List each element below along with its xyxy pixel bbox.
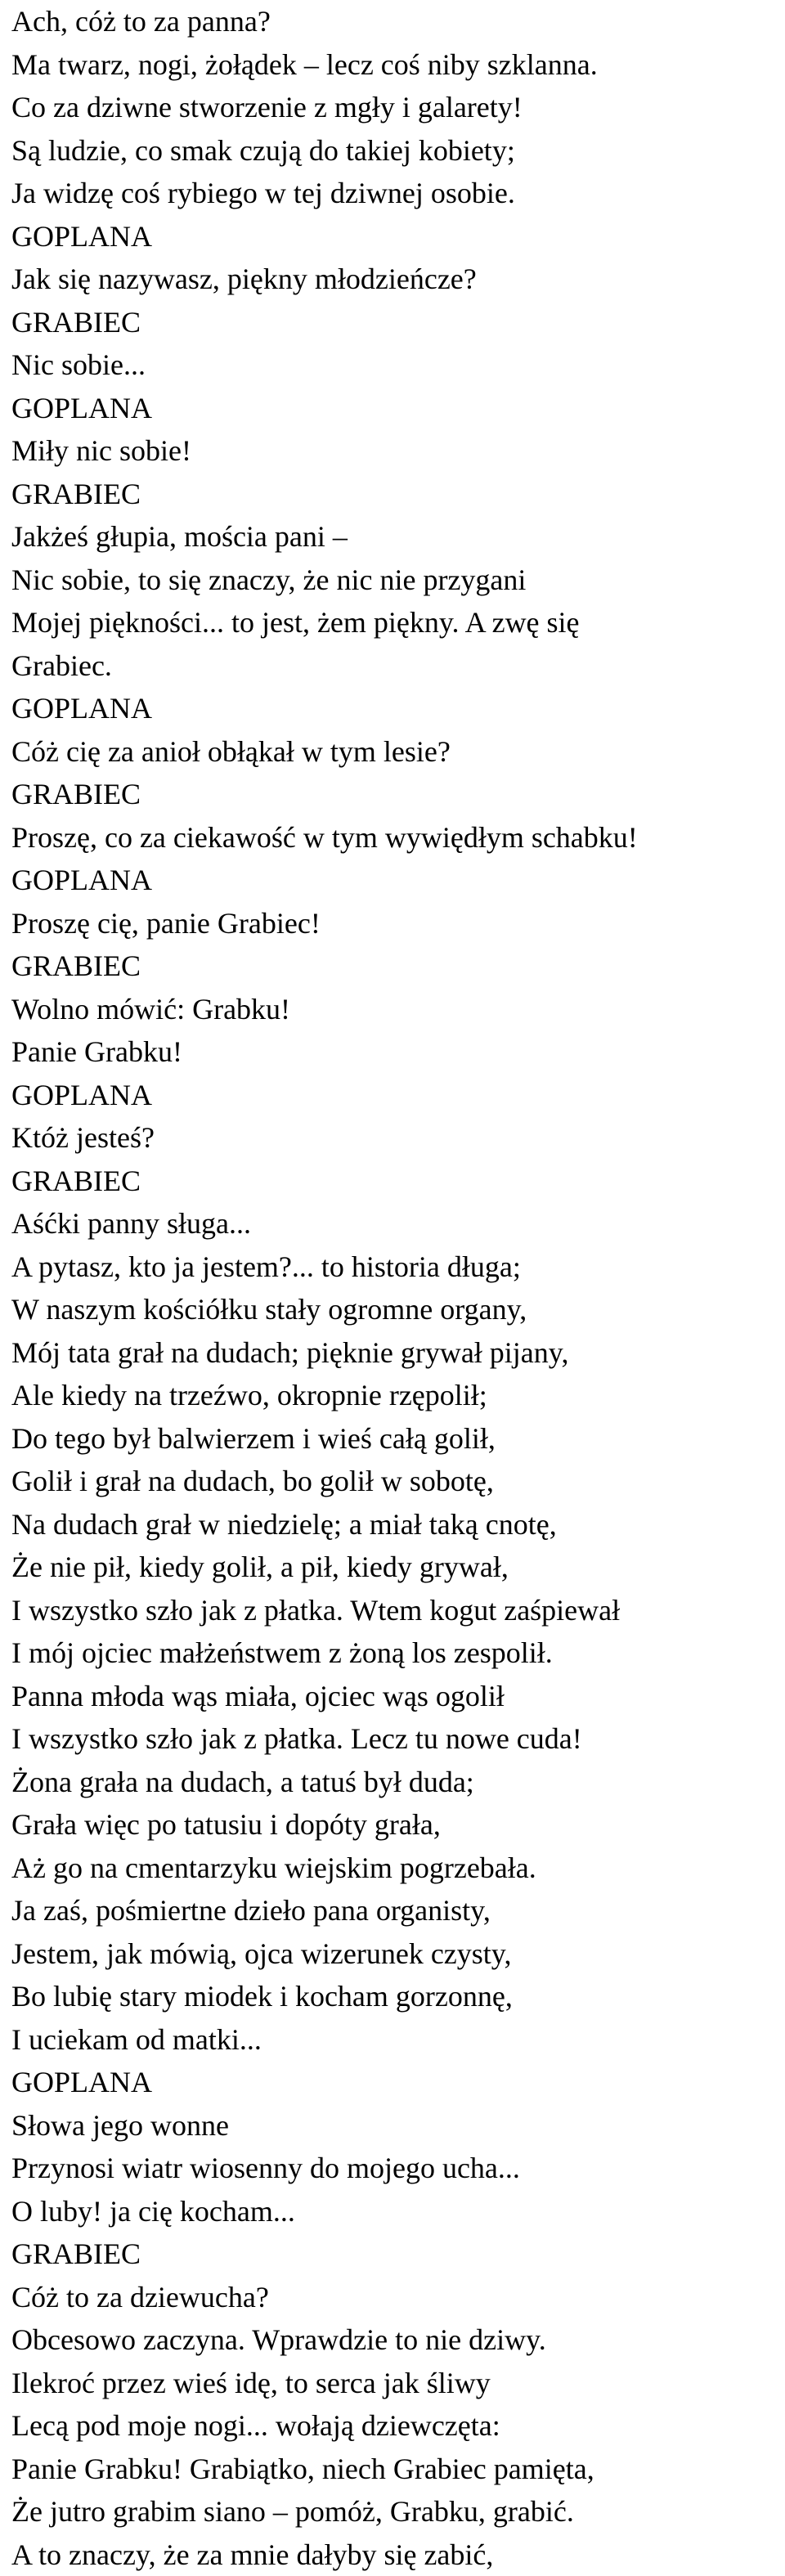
text-line: Ma twarz, nogi, żołądek – lecz coś niby szklanna. (11, 43, 785, 87)
text-line: GOPLANA (11, 687, 785, 730)
text-line: Do tego był balwierzem i wieś całą golił, (11, 1417, 785, 1461)
text-line: Cóż cię za anioł obłąkał w tym lesie? (11, 730, 785, 774)
text-line: Żona grała na dudach, a tatuś był duda; (11, 1761, 785, 1804)
text-line: O luby! ja cię kocham... (11, 2190, 785, 2233)
text-line: Bo lubię stary miodek i kocham gorzonnę, (11, 1975, 785, 2018)
text-line: Proszę, co za ciekawość w tym wywiędłym schabku! (11, 816, 785, 859)
text-line: Proszę cię, panie Grabiec! (11, 902, 785, 945)
text-line: W naszym kościółku stały ogromne organy, (11, 1288, 785, 1331)
text-line: GRABIEC (11, 773, 785, 816)
text-line: Jak się nazywasz, piękny młodzieńcze? (11, 258, 785, 301)
text-line: GOPLANA (11, 2061, 785, 2104)
text-line: GRABIEC (11, 1160, 785, 1203)
text-line: Ach, cóż to za panna? (11, 0, 785, 43)
text-line: Wolno mówić: Grabku! (11, 988, 785, 1031)
text-line: Słowa jego wonne (11, 2104, 785, 2147)
text-line: GOPLANA (11, 215, 785, 258)
text-line: Że nie pił, kiedy golił, a pił, kiedy grywał, (11, 1546, 785, 1589)
text-line: Na dudach grał w niedzielę; a miał taką cnotę, (11, 1503, 785, 1546)
text-line: I wszystko szło jak z płatka. Wtem kogut zaśpiewał (11, 1589, 785, 1632)
text-line: Aśćki panny sługa... (11, 1202, 785, 1245)
text-line: GRABIEC (11, 473, 785, 516)
text-line: I uciekam od matki... (11, 2018, 785, 2062)
text-line: Są ludzie, co smak czują do takiej kobiety; (11, 129, 785, 173)
text-line: GRABIEC (11, 301, 785, 344)
text-line: A to znaczy, że za mnie dałyby się zabić, (11, 2533, 785, 2576)
text-line: Nic sobie, to się znaczy, że nic nie przygani (11, 559, 785, 602)
text-line: Panie Grabku! (11, 1030, 785, 1074)
text-line: Ja widzę coś rybiego w tej dziwnej osobie. (11, 172, 785, 215)
text-line: GOPLANA (11, 387, 785, 430)
text-line: Golił i grał na dudach, bo golił w sobotę, (11, 1460, 785, 1503)
text-line: Przynosi wiatr wiosenny do mojego ucha... (11, 2147, 785, 2190)
text-line: Mój tata grał na dudach; pięknie grywał pijany, (11, 1331, 785, 1375)
text-line: GRABIEC (11, 945, 785, 988)
text-line: GRABIEC (11, 2233, 785, 2276)
text-line: Grała więc po tatusiu i dopóty grała, (11, 1803, 785, 1847)
text-line: Ilekroć przez wieś idę, to serca jak śliwy (11, 2362, 785, 2405)
text-line: GOPLANA (11, 1074, 785, 1117)
text-line: Lecą pod moje nogi... wołają dziewczęta: (11, 2404, 785, 2448)
text-line: Ja zaś, pośmiertne dzieło pana organisty, (11, 1889, 785, 1932)
text-line: A pytasz, kto ja jestem?... to historia długa; (11, 1245, 785, 1289)
text-line: Cóż to za dziewucha? (11, 2276, 785, 2319)
text-line: I wszystko szło jak z płatka. Lecz tu nowe cuda! (11, 1717, 785, 1761)
text-line: Aż go na cmentarzyku wiejskim pogrzebała. (11, 1847, 785, 1890)
text-line: Któż jesteś? (11, 1116, 785, 1160)
text-line: Panna młoda wąs miała, ojciec wąs ogolił (11, 1675, 785, 1718)
text-line: Miły nic sobie! (11, 429, 785, 473)
text-line: Panie Grabku! Grabiątko, niech Grabiec pamięta, (11, 2448, 785, 2491)
text-line: Jestem, jak mówią, ojca wizerunek czysty, (11, 1932, 785, 1976)
text-line: Mojej piękności... to jest, żem piękny. A zwę się (11, 601, 785, 644)
text-line: I mój ojciec małżeństwem z żoną los zespolił. (11, 1631, 785, 1675)
text-line: Że jutro grabim siano – pomóż, Grabku, grabić. (11, 2490, 785, 2533)
text-line: Co za dziwne stworzenie z mgły i galarety! (11, 86, 785, 129)
dialogue-text (11, 0, 785, 2576)
text-line: GOPLANA (11, 859, 785, 902)
text-line: Nic sobie... (11, 343, 785, 387)
text-line: Ale kiedy na trzeźwo, okropnie rzępolił; (11, 1374, 785, 1417)
text-line: Obcesowo zaczyna. Wprawdzie to nie dziwy. (11, 2318, 785, 2362)
text-line: Grabiec. (11, 644, 785, 688)
text-line: Jakżeś głupia, mościa pani – (11, 515, 785, 559)
